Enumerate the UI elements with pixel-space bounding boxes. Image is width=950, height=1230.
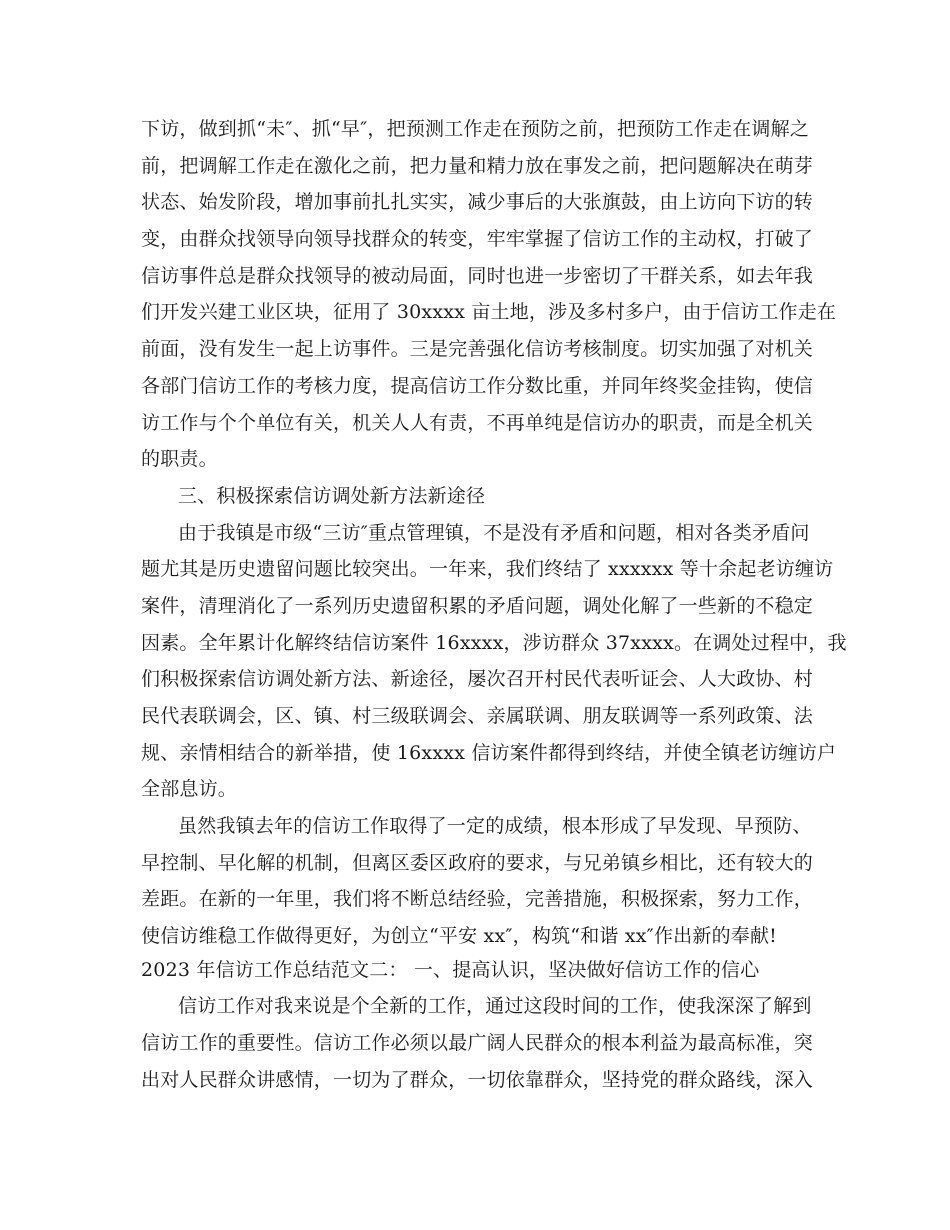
text-line: 变，由群众找领导向领导找群众的转变，牢牢掌握了信访工作的主动权，打破了 xyxy=(141,228,814,250)
text-line: 题尤其是历史遗留问题比较突出。一年来，我们终结了 xxxxxx 等十余起老访缠访 xyxy=(141,558,834,580)
text-line: 们开发兴建工业区块，征用了 30xxxx 亩土地，涉及多村多户，由于信访工作走在 xyxy=(141,301,837,323)
text-line: 下访，做到抓“未″、抓“早″，把预测工作走在预防之前，把预防工作走在调解之 xyxy=(141,118,810,140)
text-line: 状态、始发阶段，增加事前扎扎实实，减少事后的大张旗鼓，由上访向下访的转 xyxy=(141,191,814,213)
text-line: 使信访维稳工作做得更好，为创立“平安 xx″，构筑“和谐 xx″作出新的奉献! xyxy=(141,925,777,947)
paragraph-start: 虽然我镇去年的信访工作取得了一定的成绩，根本形成了早发现、早预防、 xyxy=(178,815,812,837)
paragraph-start: 信访工作对我来说是个全新的工作，通过这段时间的工作，使我深深了解到 xyxy=(178,995,812,1017)
text-line: 因素。全年累计化解终结信访案件 16xxxx，涉访群众 37xxxx。在调处过程中，我 xyxy=(141,632,847,654)
section-heading: 三、积极探索信访调处新方法新途径 xyxy=(178,485,486,507)
text-line: 规、亲情相结合的新举措，使 16xxxx 信访案件都得到终结，并使全镇老访缠访户 xyxy=(141,742,837,764)
text-line: 差距。在新的一年里，我们将不断总结经验，完善措施，积极探索，努力工作， xyxy=(141,888,814,910)
text-line: 民代表联调会，区、镇、村三级联调会、亲属联调、朋友联调等一系列政策、法 xyxy=(141,705,814,727)
text-line: 信访事件总是群众找领导的被动局面，同时也进一步密切了干群关系，如去年我 xyxy=(141,265,814,287)
text-line: 访工作与个个单位有关，机关人人有责，不再单纯是信访办的职责，而是全机关 xyxy=(141,412,814,434)
text-line: 各部门信访工作的考核力度，提高信访工作分数比重，并同年终奖金挂钩，使信 xyxy=(141,375,814,397)
paragraph-start: 由于我镇是市级“三访″重点管理镇，不是没有矛盾和问题，相对各类矛盾问 xyxy=(178,522,810,544)
text-line: 早控制、早化解的机制，但离区委区政府的要求，与兄弟镇乡相比，还有较大的 xyxy=(141,852,814,874)
text-line: 前面，没有发生一起上访事件。三是完善强化信访考核制度。切实加强了对机关 xyxy=(141,338,814,360)
text-line: 前，把调解工作走在激化之前，把力量和精力放在事发之前，把问题解决在萌芽 xyxy=(141,155,814,177)
text-line: 全部息访。 xyxy=(141,778,238,800)
text-line: 案件，清理消化了一系列历史遗留积累的矛盾问题，调处化解了一些新的不稳定 xyxy=(141,595,814,617)
text-line: 信访工作的重要性。信访工作必须以最广阔人民群众的根本利益为最高标准，突 xyxy=(141,1032,814,1054)
text-line: 的职责。 xyxy=(141,448,218,470)
article-title: 2023 年信访工作总结范文二： 一、提高认识，坚决做好信访工作的信心 xyxy=(141,959,760,981)
text-line: 们积极探索信访调处新方法、新途径，屡次召开村民代表听证会、人大政协、村 xyxy=(141,668,814,690)
text-line: 出对人民群众讲感情，一切为了群众，一切依靠群众，坚持党的群众路线，深入 xyxy=(141,1069,814,1091)
